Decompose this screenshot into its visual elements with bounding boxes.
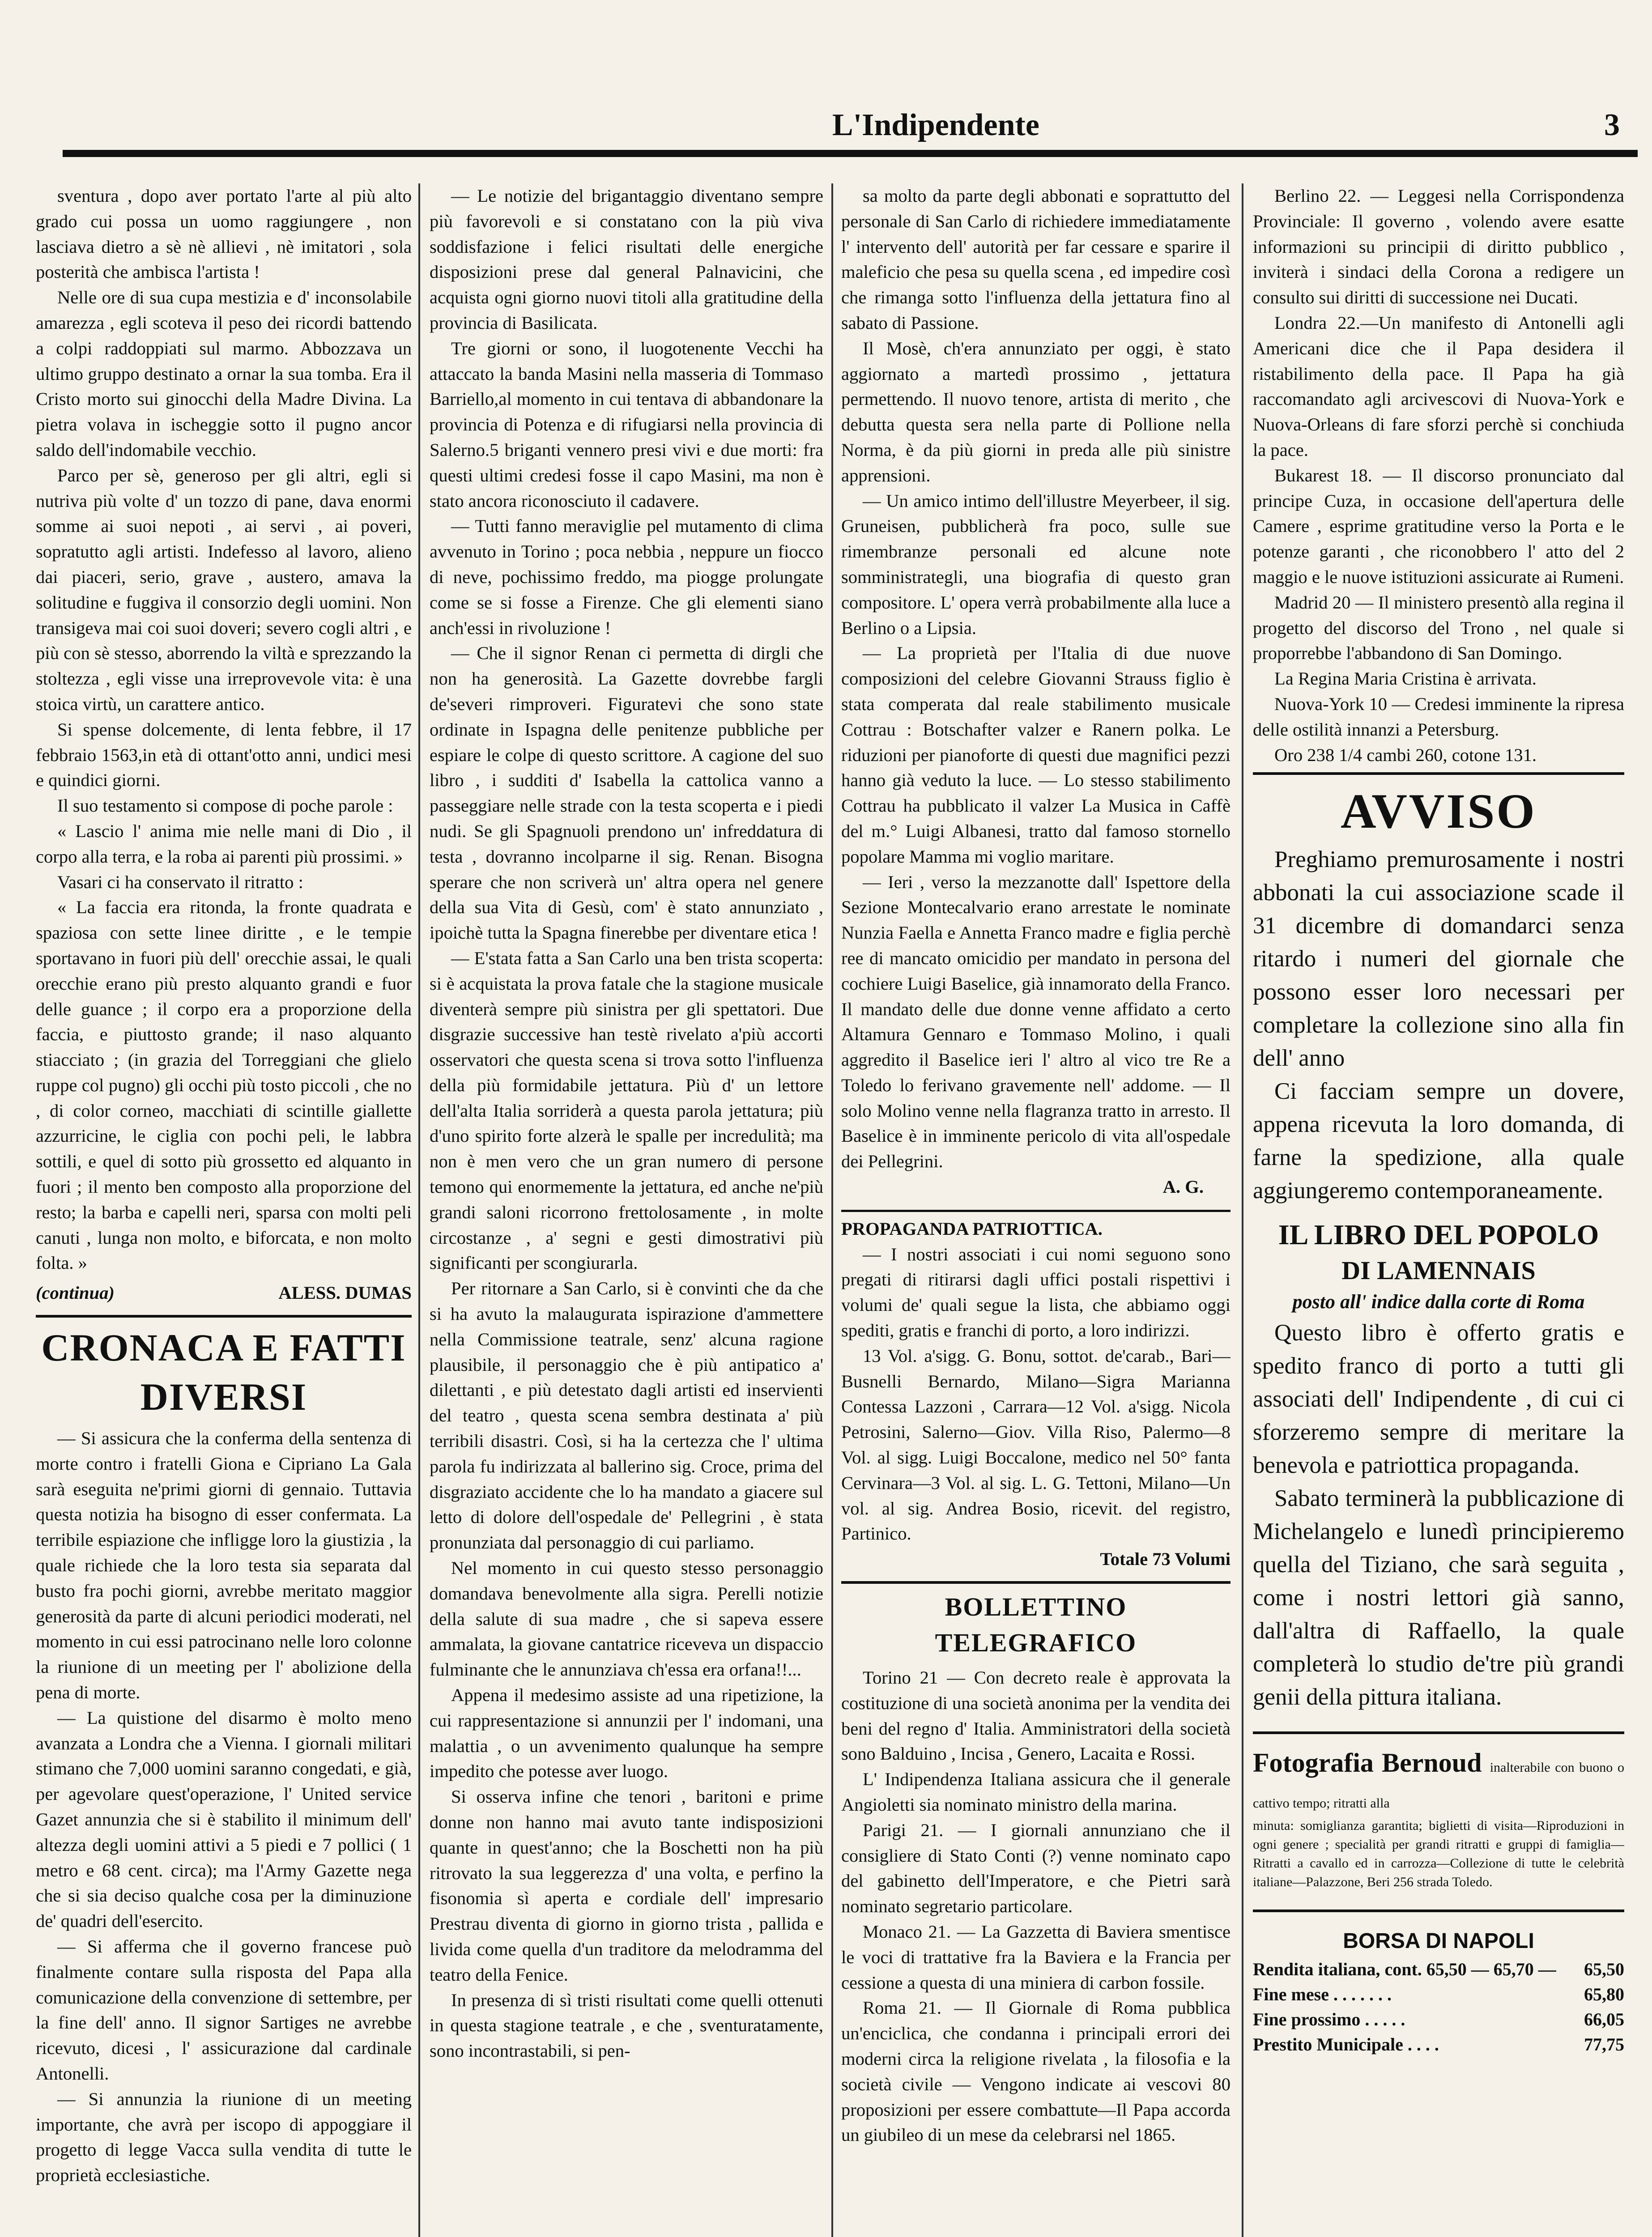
telegram-item: Nuova-York 10 — Credesi imminente la ripresa delle ostilità innanzi a Petersburg. xyxy=(1253,693,1624,740)
fotografia-description: minuta: somiglianza garantita; biglietti di visita—Riproduzioni in ogni genere ; specialità per grandi ritratti e gruppi di famiglia—Ritratti a cavallo ed in carrozza—Collezione di tutte le celebrità italiane—Palazzone, Beri 256 strada Toledo. xyxy=(1253,1818,1624,1890)
news-item: — Si afferma che il governo francese può finalmente contare sulla risposta del Papa alla comunicazione della convenzione di settembre, per la fine dell' anno. Il signor Sartiges ne avrebbe ricevuto, dicesi , l' assicurazione dal cardinale Antonelli. xyxy=(36,1936,412,2084)
libro-title: IL LIBRO DEL POPOLO xyxy=(1278,1219,1599,1251)
fotografia-ad xyxy=(1253,1731,1624,1816)
borsa-value: 65,80 xyxy=(1584,1984,1624,2005)
paragraph: — Tutti fanno meraviglie pel mutamento di clima avvenuto in Torino ; poca nebbia , neppure un fiocco di neve, pochissimo freddo, ma piogge prolungate come se si fosse a Firenze. Che gli elementi siano anch'essi in rivoluzione ! xyxy=(430,516,823,638)
paragraph: Vasari ci ha conservato il ritratto : xyxy=(57,872,303,892)
paragraph: « La faccia era ritonda, la fronte quadrata e spaziosa con sette linee diritte , e le tempie sportavano in fuori più dell' orecchie assai, le quali orecchie erano più presto alquanto grandi e fuor delle guance ; il corpo era a proporzione della faccia, e piuttosto grande; il naso alquanto stiacciato ; (in grazia del Torreggiani che glielo ruppe col pugno) gli occhi più tosto piccoli , che no , di color corneo, macchiati di scintille giallette azzurricine, le ciglia con pochi peli, le labbra sottili, e quel di sotto più grossetto ed alquanto in fuori ; il mento ben composto alla proporzione del resto; la barba e capelli neri, sparsa con molti peli canuti , lunga non molto, e biforcata, e non molto folta. » xyxy=(36,897,412,1273)
borsa-value: 66,05 xyxy=(1584,2009,1624,2030)
paragraph: 13 Vol. a'sigg. G. Bonu, sottot. de'carab., Bari—Busnelli Bernardo, Milano—Sigra Marianna Contessa Lazzoni , Carrara—12 Vol. a'sigg. Nicola Petrosini, Salerno—Giov. Villa Riso, Palermo—8 Vol. al sigg. Luigi Boccalone, medico nel 50° fanta Cervinara—3 Vol. al sig. L. G. Tettoni, Milano—Un vol. al sig. Andrea Bosio, ricevit. del registro, Partinico. xyxy=(841,1345,1230,1544)
article-footer xyxy=(36,1280,412,1306)
paragraph: Il Mosè, ch'era annunziato per oggi, è stato aggiornato a martedì prossimo , jettatura permettendo. Il nuovo tenore, artista di merito , che debutta questa sera nella parte di Pollione nella Norma, è da più giorni in preda alle più sinistre apprensioni. xyxy=(841,338,1230,485)
paragraph: — Le notizie del brigantaggio diventano sempre più favorevoli e si constatano con la più viva soddisfazione i felici risultati delle energiche disposizioni prese dal general Palnavicini, che acquista ogni giorno nuovi titoli alla gratitudine della provincia di Basilicata. xyxy=(430,186,823,333)
paragraph: In presenza di sì tristi risultati come quelli ottenuti in questa stagione teatrale , e che , sventuratamente, sono incontrastabili, si pen- xyxy=(430,1990,823,2061)
paragraph: « Lascio l' anima mie nelle mani di Dio , il corpo alla terra, e la roba ai parenti più prossimi. » xyxy=(36,821,412,867)
borsa-row xyxy=(1253,1982,1624,2007)
author-signature: A. G. xyxy=(1162,1177,1204,1197)
section-title-propaganda: PROPAGANDA PATRIOTTICA. xyxy=(841,1218,1103,1239)
telegram-item: Roma 21. — Il Giornale di Roma pubblica un'enciclica, che condanna i principali errori dei moderni circa la religione rivelata , la filosofia e la società civile — Vengono indicate ai vescovi 80 proposizioni per essere combattute—Il Papa accorda un giubileo di un mese da celebrarsi nel 1865. xyxy=(841,1998,1230,2145)
paragraph: — Ieri , verso la mezzanotte dall' Ispettore della Sezione Montecalvario erano arrestate le nominate Nunzia Faella e Annetta Franco madre e figlia perchè ree di mancato omicidio per mandato in persona del cochiere Luigi Baselice, già innamorato della Franco. Il mandato delle due donne venne affidato a certo Altamura Gennaro e Tommaso Molino, i quali aggredito il Baselice ieri l' altro al vico tre Re a Toledo lo ferivano gravemente nell' addome. — Il solo Molino venne nella flagranza tratto in arresto. Il Baselice è in imminente pericolo di vita all'ospedale dei Pellegrini. xyxy=(841,872,1230,1172)
paragraph: Nelle ore di sua cupa mestizia e d' inconsolabile amarezza , egli scoteva il peso dei ricordi battendo a colpi raddoppiati sul marmo. Abbozzava un ultimo gruppo destinato a ornar la sua tomba. Era il Cristo morto sui ginocchi della Madre Divina. La pietra volava in ischeggie sotto il pugno ancor saldo dell'indomabile vecchio. xyxy=(36,287,412,460)
paragraph: sventura , dopo aver portato l'arte al più alto grado cui possa un uomo raggiungere , non lasciava dietro a sè nè allievi , nè imitatori , sola posterità che ambisca l'artista ! xyxy=(36,186,412,282)
telegram-item: Torino 21 — Con decreto reale è approvata la costituzione di una società anonima per la vendita dei beni del regno d' Italia. Amministratori della società sono Balduino , Incisa , Genero, Lacaita e Rossi. xyxy=(841,1667,1230,1764)
continua-label: (continua) xyxy=(36,1283,115,1303)
borsa-label: Fine mese . . . . . . . xyxy=(1253,1984,1392,2005)
telegram-item: L' Indipendenza Italiana assicura che il generale Angioletti sia nominato ministro della marina. xyxy=(841,1769,1230,1815)
telegram-item: Parigi 21. — I giornali annunziano che il consigliere di Stato Conti (?) venne nominato capo del gabinetto dell'Imperatore, e che Pietri sarà nominato segretario particolare. xyxy=(841,1820,1230,1917)
borsa-label: Fine prossimo . . . . . xyxy=(1253,2009,1405,2030)
column-rule xyxy=(831,183,833,2237)
paragraph: Nel momento in cui questo stesso personaggio domandava benevolmente alla sigra. Perelli notizie della salute di sua madre , che si sapeva essere ammalata, la giovane cantatrice riceveva un dispaccio fulminante che le annunziava ch'essa era orfana!!... xyxy=(430,1558,823,1680)
paragraph: Tre giorni or sono, il luogotenente Vecchi ha attaccato la banda Masini nella masseria di Tommaso Barriello,al momento in cui tentava di abbandonare la provincia di Potenza e di rifugiarsi nella provincia di Salerno.5 briganti vennero presi vivi e due morti: fra questi ultimi credesi fosse il capo Masini, ma non è stato ancora riconosciuto il cadavere. xyxy=(430,338,823,511)
telegram-item: Londra 22.—Un manifesto di Antonelli agli Americani dice che il Papa desidera il ristabilimento della pace. Il Papa ha già raccomandato agli arcivescovi di Nuova-York e Nuova-Orleans di fare sforzi perchè si conchiuda la pace. xyxy=(1253,312,1624,460)
totale-volumi: Totale 73 Volumi xyxy=(1100,1549,1230,1569)
telegram-item: Monaco 21. — La Gazzetta di Baviera smentisce le voci di trattative fra la Baviera e la Francia per cessione a questa di una miniera di carbon fossile. xyxy=(841,1922,1230,1993)
author-signature: ALESS. DUMAS xyxy=(278,1283,412,1303)
avviso-title: AVVISO xyxy=(1253,772,1624,840)
borsa-row xyxy=(1253,2007,1624,2032)
telegram-item: La Regina Maria Cristina è arrivata. xyxy=(1274,668,1537,689)
paragraph: — Un amico intimo dell'illustre Meyerbeer, il sig. Gruneisen, pubblicherà fra poco, sulle sue rimembranze personali ed alcune note somministrategli, una biografia di questo gran compositore. L' opera verrà probabilmente alla luce a Berlino o a Lipsia. xyxy=(841,490,1230,638)
borsa-row xyxy=(1253,2032,1624,2057)
section-title-cronaca: CRONACA E FATTI DIVERSI xyxy=(36,1315,412,1421)
newspaper-title: L'Indipendente xyxy=(832,108,1039,142)
paragraph: — La proprietà per l'Italia di due nuove composizioni del celebre Giovanni Strauss figlio è stata comperata dal reale stabilimento musicale Cottrau : Botschafter valzer e Ranern polka. Le riduzioni per pianoforte di questi due magnifici pezzi hanno già veduto la luce. — Lo stesso stabilimento Cottrau ha pubblicato il valzer La Musica in Caffè del m.° Luigi Albanesi, tratto dal famoso stornello popolare Mamma mi voglio maritare. xyxy=(841,643,1230,867)
fotografia-tagline: inalterabile con buono o cattivo tempo; ritratti alla xyxy=(1253,1760,1624,1811)
fotografia-title: Fotografia Bernoud xyxy=(1253,1748,1482,1778)
libro-subtitle: DI LAMENNAIS xyxy=(1341,1256,1536,1285)
news-item: — Si assicura che la conferma della sentenza di morte contro i fratelli Giona e Cipriano La Gala sarà eseguita ne'primi giorni di gennaio. Tuttavia questa notizia ha bisogno di esser confermata. La terribile espiazione che infligge loro la giustizia , la quale richiede che la loro testa sia separata dal busto fra pochi giorni, avrebbe meritato maggior generosità da parte di alcuni periodici moderati, nel momento in cui essi patrocinano nelle loro colonne la riunione di un meeting per l' abolizione della pena di morte. xyxy=(36,1428,412,1703)
news-item: — Si annunzia la riunione di un meeting importante, che avrà per iscopo di appoggiare il progetto di legge Vacca sulla vendita di tutte le proprietà ecclesiastiche. xyxy=(36,2088,412,2186)
borsa-label: Rendita italiana, cont. 65,50 — 65,70 — xyxy=(1253,1959,1556,1980)
avviso-text: Preghiamo premurosamente i nostri abbonati la cui associazione scade il 31 dicembre di domandarci senza ritardo i numeri del giornale che possono esser loro necessari per completare la collezione sino alla fin dell' anno xyxy=(1253,846,1624,1072)
column-rule xyxy=(418,183,420,2237)
column-2 xyxy=(430,183,823,2237)
column-3 xyxy=(841,183,1230,2237)
borsa-value: 65,50 xyxy=(1584,1959,1624,1980)
borsa-label: Prestito Municipale . . . . xyxy=(1253,2034,1439,2055)
paragraph: sa molto da parte degli abbonati e soprattutto del personale di San Carlo di richiedere immediatamente l' intervento dell' autorità per far cessare e sparire il maleficio che pesa su quella scena , ed impedire così che rimanga sotto l'influenza della jettatura fino al sabato di Passione. xyxy=(841,186,1230,333)
paragraph: Per ritornare a San Carlo, si è convinti che da che si ha avuto la malaugurata ispirazione d'ammettere nella Commissione teatrale, senz' alcuna ragione plausibile, il personaggio che è più antipatico a' dilettanti , e più detestato dagli artisti ed inservienti del teatro , questa scena sembra destinata a' più terribili disastri. Così, si ha la certezza che l' ultima parola fu indirizzata al ballerino sig. Croce, prima del disgraziato accidente che lo ha mandato a giacere sul letto di dolore dell'ospedale de' Pellegrini , è stata pronunziata dal personaggio di cui parliamo. xyxy=(430,1278,823,1553)
telegram-item: Oro 238 1/4 cambi 260, cotone 131. xyxy=(1274,744,1537,765)
borsa-row xyxy=(1253,1957,1624,1982)
paragraph: — I nostri associati i cui nomi seguono sono pregati di ritirarsi dagli uffici postali rispettivi i volumi de' quali segue la lista, che abbiamo oggi spediti, gratis e franchi di porto, a loro indirizzi. xyxy=(841,1244,1230,1341)
paragraph: Appena il medesimo assiste ad una ripetizione, la cui rappresentazione si annunzii per l' indomani, una malattia , o un avvenimento qualunque ha sempre impedito che potesse aver luogo. xyxy=(430,1685,823,1782)
column-rule xyxy=(1242,183,1243,2237)
borsa-value: 77,75 xyxy=(1584,2034,1624,2055)
section-title-bollettino: BOLLETTINO TELEGRAFICO xyxy=(841,1581,1230,1661)
masthead xyxy=(58,103,1638,148)
paragraph: Parco per sè, generoso per gli altri, egli si nutriva più volte d' un tozzo di pane, dava enormi somme ai suoi nepoti , ai servi , ai poveri, sopratutto agli artisti. Indefesso al lavoro, alieno dai piaceri, serio, grave , austero, amava la solitudine e fuggiva il consorzio degli uomini. Non transigeva mai coi suoi doveri; severo cogli altri , e più con sè stesso, aborrendo la viltà e sprezzando la stoltezza , egli visse una irreprovevole vita: è una stoica virtù, un carattere antico. xyxy=(36,465,412,714)
avviso-text: Ci facciam sempre un dovere, appena ricevuta la loro domanda, di farne la spedizione, alla quale aggiungeremo contemporaneamente. xyxy=(1253,1078,1624,1204)
libro-note: posto all' indice dalla corte di Roma xyxy=(1292,1291,1585,1313)
telegram-item: Bukarest 18. — Il discorso pronunciato dal principe Cuza, in occasione dell'apertura delle Camere , esprime gratitudine verso la Porta e le potenze garanti , che riconobbero l' atto del 2 maggio e le nuove istituzioni assicurate ai Rumeni. xyxy=(1253,465,1624,587)
paragraph: Il suo testamento si compose di poche parole : xyxy=(57,795,393,816)
telegram-item: Madrid 20 — Il ministero presentò alla regina il progetto del discorso del Trono , nel quale si proporrebbe l'abbandono di San Domingo. xyxy=(1253,592,1624,663)
paragraph: Si osserva infine che tenori , baritoni e prime donne non hanno mai avuto tante indisposizioni quante in quest'anno; che la Boschetti non ha più ritrovato la sua leggerezza d' una volta, e perfino la fisonomia sì aperta e cordiale dell' impresario Prestrau diventa di giorno in giorno trista , pallida e livida come quella d'un traditore da melodramma del teatro della Fenice. xyxy=(430,1786,823,1985)
page-number: 3 xyxy=(1604,108,1620,142)
paragraph: — E'stata fatta a San Carlo una ben trista scoperta: si è acquistata la prova fatale che la stagione musicale diventerà sempre più sinistra per gli spettatori. Due disgrazie successive han testè rivelato a'più accorti osservatori che questa scena si trova sotto l'influenza della più formidabile jettatura. Più d' un lettore dell'alta Italia sorriderà a questa parola jettatura; più d'uno spirito forte alzerà le spalle per incredulità; ma non è men vero che un gran numero di persone temono qui enormemente la jettatura, ed anche ne'più grandi saloni ricorrono frettolosamente , in molte circostanze , a' segni e gesti dimostrativi più significanti per scongiurarla. xyxy=(430,948,823,1273)
telegram-item: Berlino 22. — Leggesi nella Corrispondenza Provinciale: Il governo , volendo avere esatte informazioni su principii di diritto pubblico , inviterà i sindaci della Corona a redigere un consulto sui diritti di successione nei Ducati. xyxy=(1253,186,1624,308)
libro-text: Questo libro è offerto gratis e spedito franco di porto a tutti gli associati dell' Indipendente , di cui ci sforzeremo sempre di meritare la benevola e patriottica propaganda. xyxy=(1253,1320,1624,1479)
paragraph: — Che il signor Renan ci permetta di dirgli che non ha generosità. La Gazette dovrebbe fargli de'severi rimproveri. Figuratevi che sono state ordinate in Ispagna delle penitenze pubbliche per espiare le colpe di questo scrittore. A cagione del suo libro , i sudditi d' Isabella la cattolica vanno a passeggiare nelle strade con la testa scoperta e i piedi nudi. Se gli Spagnuoli prendono un' infreddatura di testa , dovranno incolparne il sig. Renan. Bisogna sperare che non scriverà un' altra opera nel genere della sua Vita di Gesù, com' è stato annunziato , ipoichè tutta la Spagna finerebbe per diventare etica ! xyxy=(430,643,823,943)
column-1 xyxy=(36,183,412,2237)
news-item: — La quistione del disarmo è molto meno avanzata a Londra che a Vienna. I giornali militari stimano che 7,000 uomini saranno congedati, e già, per agevolare quest'operazione, l' United service Gazet annunzia che si è stabilito il minimum dell' altezza degli uomini attivi a 5 piedi e 7 pollici ( 1 metro e 68 cent. circa); ma l'Army Gazette nega che si sia deciso qualche cosa per la diminuzione de' quadri dell'esercito. xyxy=(36,1707,412,1931)
libro-text: Sabato terminerà la pubblicazione di Michelangelo e lunedì principieremo quella del Tiziano, che sarà seguita , come i nostri lettori già sanno, dall'altra di Raffaello, la quale completerà lo studio de'tre più grandi genii della pittura italiana. xyxy=(1253,1485,1624,1710)
paragraph: Si spense dolcemente, di lenta febbre, il 17 febbraio 1563,in età di ottant'otto anni, undici mesi e quindici giorni. xyxy=(36,719,412,791)
borsa-title: BORSA DI NAPOLI xyxy=(1253,1910,1624,1957)
section-rule xyxy=(841,1210,1230,1212)
column-4 xyxy=(1253,183,1624,2237)
masthead-rule xyxy=(63,150,1638,157)
